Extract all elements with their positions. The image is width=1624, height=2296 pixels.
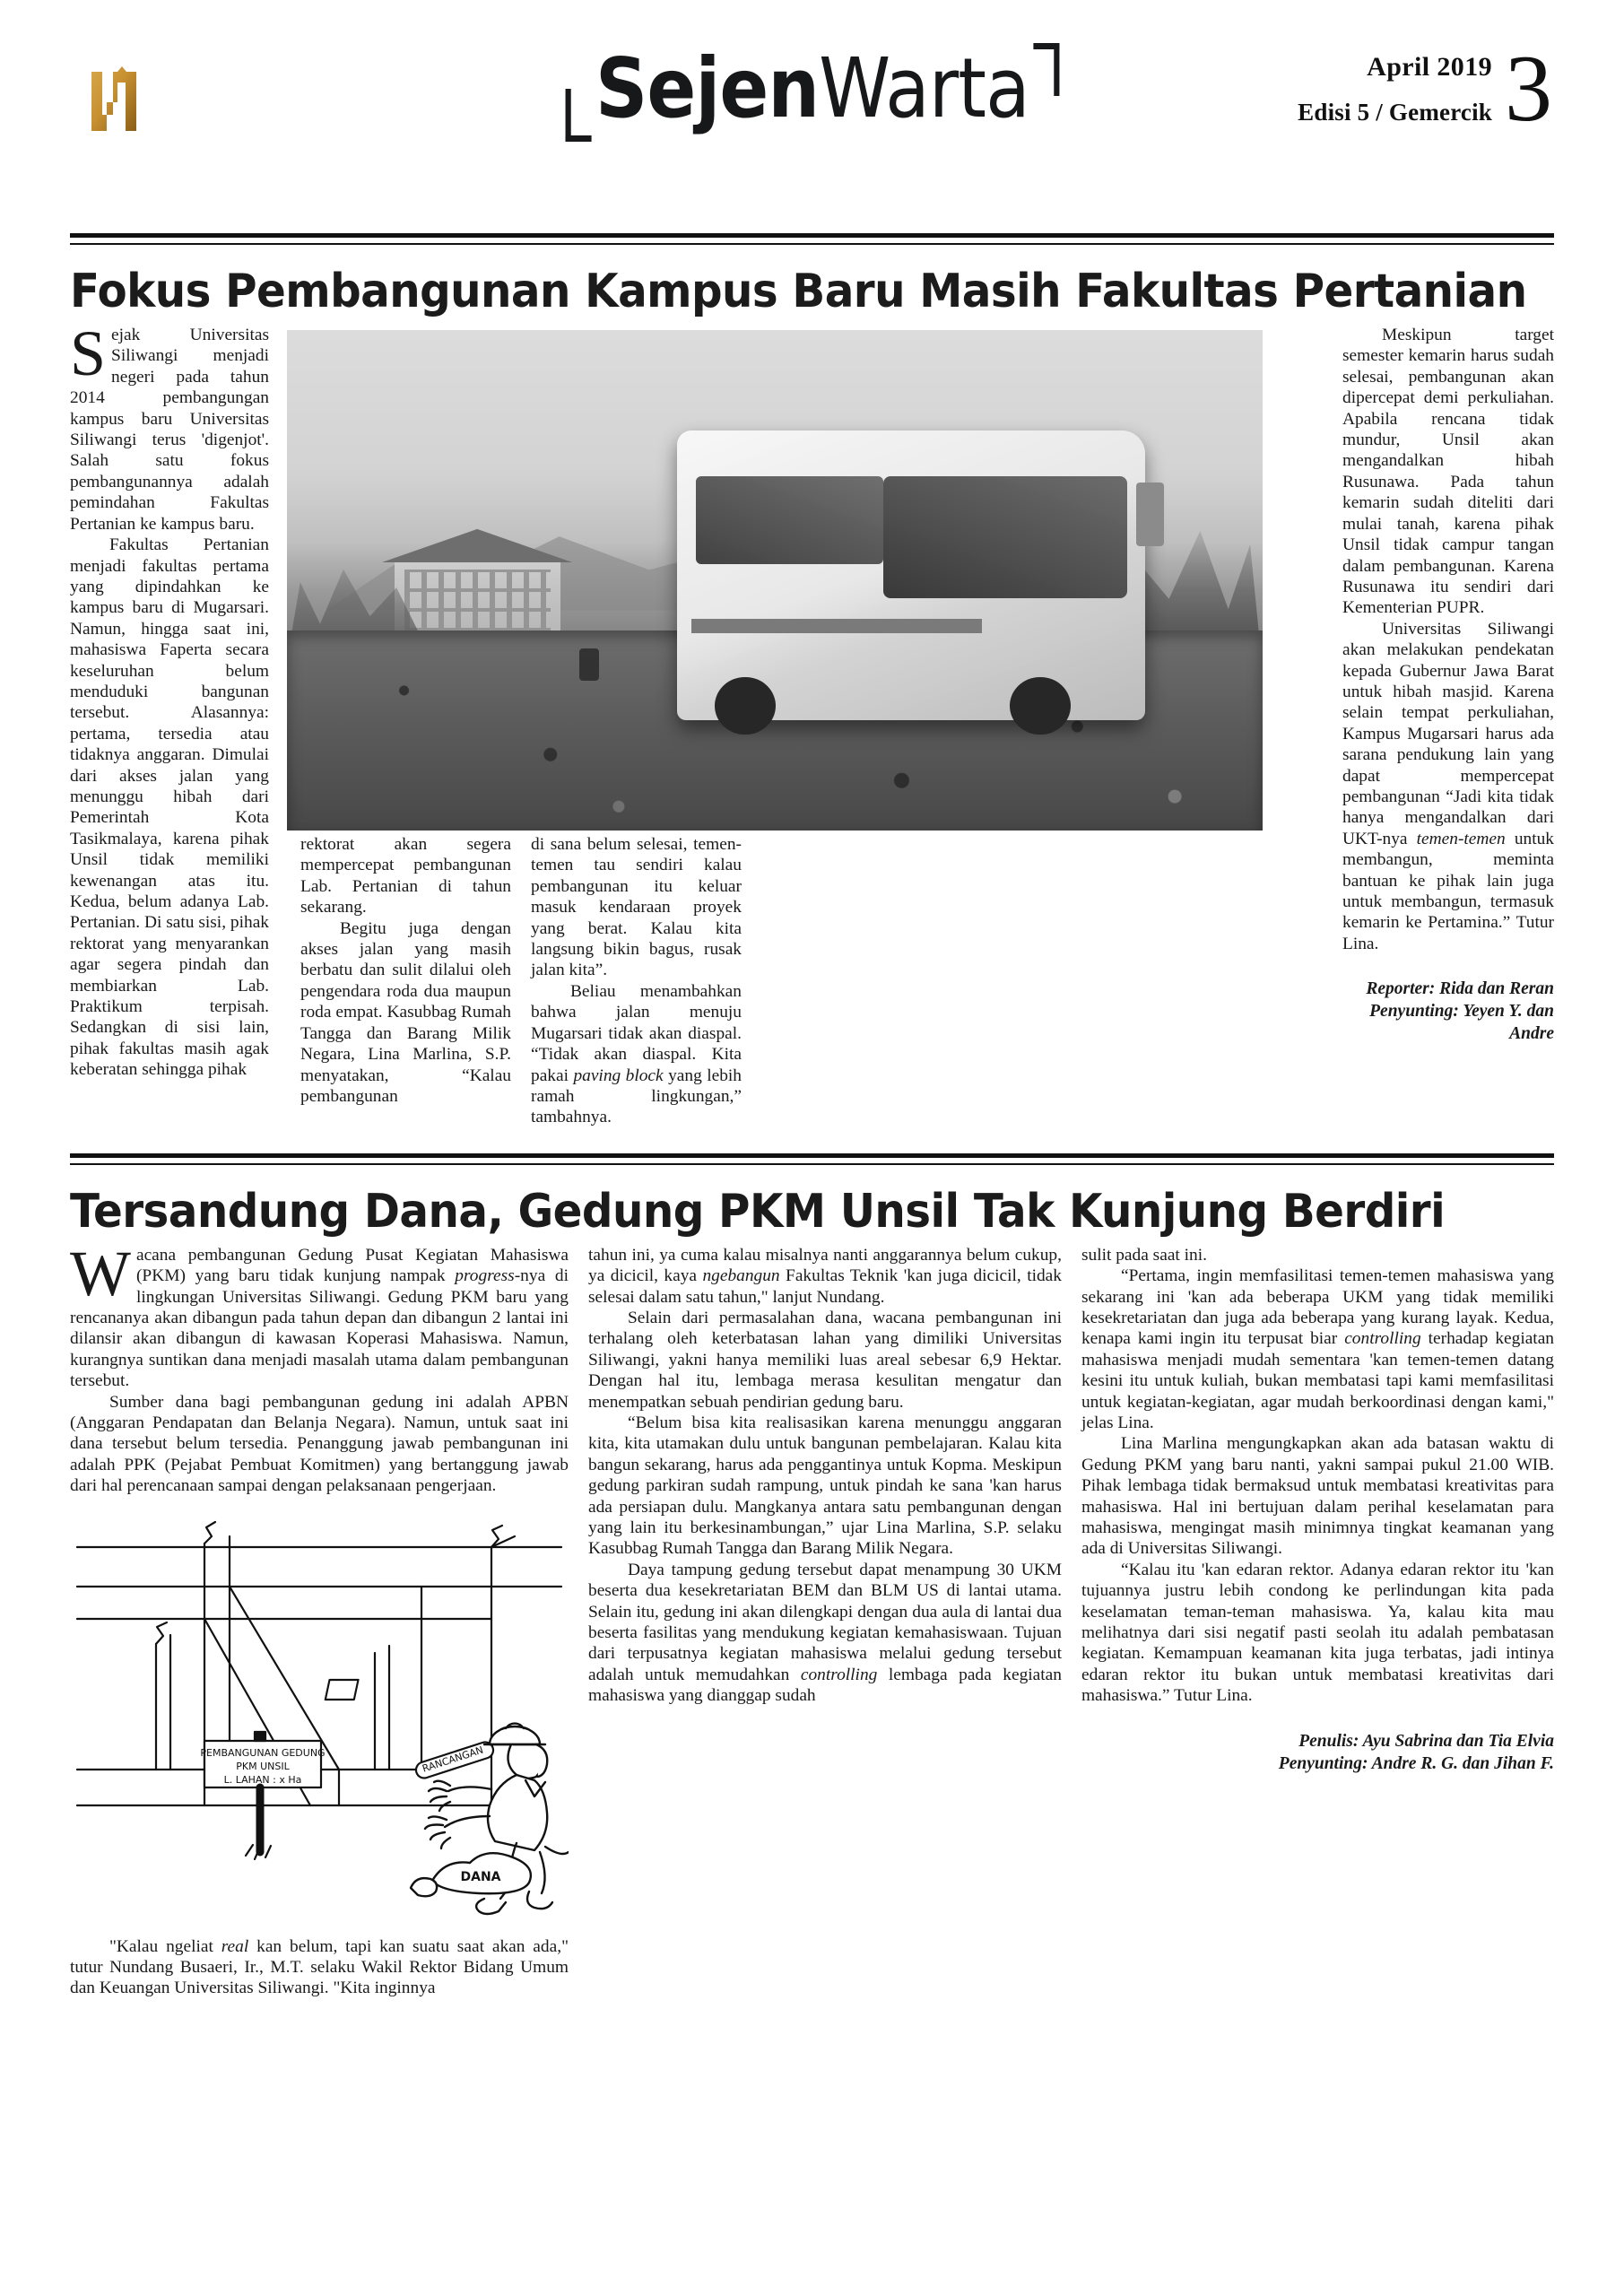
article1-col3-para2-a: Beliau menambahkan bahwa jalan menuju Mugarsari tidak akan diaspal. “Tidak akan diaspal. Kita pakai (531, 981, 742, 1085)
article2-col2-para1-b: Fakultas Teknik 'kan juga dicicil, tidak selesai dalam satu tahun," lanjut Nundang. (588, 1266, 1062, 1307)
photo-bus-side-window (696, 476, 883, 563)
masthead-issue-info (1298, 36, 1552, 141)
article1-headline: Fokus Pembangunan Kampus Baru Masih Fakultas Pertanian (70, 265, 1527, 318)
article-fokus-pembangunan (0, 245, 1624, 1128)
photo-campus-bus (677, 430, 1145, 721)
article2-col1-para3-a: "Kalau ngeliat (109, 1936, 221, 1956)
article1-byline-editor: Penyunting: Yeyen Y. dan Andre (1369, 1002, 1554, 1044)
article1-column-4-spacer (761, 834, 973, 1128)
wordmark-part1: Sejen (595, 40, 819, 136)
article1-column-3 (531, 834, 742, 1128)
photo-bus-livery-band (691, 619, 982, 633)
article1-col4-para2-b: untuk membangun, meminta bantuan ke pihak lain juga untuk membangun, termasuk kemarin ke Pertamina.” Tutur Lina. (1342, 829, 1554, 953)
article2-col1-para1-b: -nya di lingkungan Universitas Siliwangi. Gedung PKM baru yang rencananya akan dibangun pada tahun depan dan dibangun 2 lantai ini dilansir akan dibangun di kawasan Koperasi Mahasiswa. Namun, kurangnya suntikan dana menjadi masalah utama dalam pembangunan tersebut. (70, 1266, 569, 1391)
article1-photo (287, 330, 1263, 831)
article2-col1-para1-a: Wacana pembangunan Gedung Pusat Kegiatan Mahasiswa (PKM) yang baru tidak kunjung nampak (70, 1237, 569, 1309)
masthead-rule-thick (70, 233, 1554, 238)
issue-edition: Edisi 5 / Gemercik (1298, 99, 1492, 126)
article2-column-2 (588, 1245, 1062, 1999)
article2-col1-para3-b: kan belum, tapi kan suatu saat akan ada," tutur Nundang Busaeri, Ir., M.T. selaku Wakil Rektor Bidang Umum dan Keuangan Universitas Siliwangi. "Kita inginnya (70, 1936, 569, 1998)
article1-col3-para1: di sana belum selesai, temen-temen tau sendiri kalau pembangunan itu keluar masuk kendaraan proyek yang berat. Kalau kita langsung bikin bagus, rusak jalan kita”. (531, 835, 742, 980)
article1-col4-para1: Meskipun target semester kemarin harus sudah selesai, pembangunan akan dipercepat demi perkuliahan. Apabila rencana tidak mundur, Unsil akan mengandalkan hibah Rusunawa. Pada tahun kemarin sudah diteliti dari mulai tanah, karena pihak Unsil tidak campur tangan dalam pembangunan. Karena Rusunawa itu sendiri dari Kementerian PUPR. (1342, 326, 1554, 618)
scroll-label: RANCANGAN (421, 1744, 485, 1775)
article2-col2-para4-a: Daya tampung gedung tersebut dapat menampung 30 UKM beserta dua kesekretariatan BEM dan BLM US di lantai utama. Selain itu, gedung ini akan dilengkapi dengan dua aula di lantai dua beserta fasilitas yang mendukung kegiatan kemahasiswaan. Tujuan dari terpusatnya kegiatan mahasiswa melalui gedung tersebut adalah untuk memudahkan (588, 1560, 1062, 1684)
article2-rule-thick (70, 1153, 1554, 1158)
article2-byline (1081, 1730, 1554, 1775)
sign-line-1: PEMBANGUNAN GEDUNG (200, 1746, 326, 1759)
article2-col2-para4-b: lembaga pada kegiatan mahasiswa yang dianggap sudah (588, 1665, 1062, 1706)
article2-col1-para3 (70, 1936, 569, 1999)
article1-lower-columns (70, 834, 1554, 1128)
sign-line-3: L. LAHAN : x Ha (223, 1773, 302, 1786)
construction-site-illustration (70, 1500, 569, 1931)
bracket-right-icon (1033, 43, 1059, 96)
article1-byline-reporter: Reporter: Rida dan Reran (1366, 979, 1554, 999)
article2-column-1 (70, 1237, 569, 1999)
article1-col3-para2 (531, 981, 742, 1128)
article2-col2-para1 (588, 1245, 1062, 1308)
photo-motorcyclist (579, 648, 599, 681)
rock-label: DANA (460, 1869, 501, 1884)
article1-col2-para2: Begitu juga dengan akses jalan yang masih berbatu dan sulit dilalui oleh pengendara roda dua maupun roda empat. Kasubbag Rumah Tangga dan Barang Milik Negara, Lina Marlina, S.P. menyatakan, “Kalau pembangunan (300, 918, 511, 1106)
article1-col4-para2-em: temen-temen (1416, 829, 1506, 848)
photo-scene-bus-on-dirt-road (287, 330, 1263, 831)
article2-col1-para1-em: progress (455, 1266, 515, 1286)
wordmark-part2: Warta (818, 40, 1029, 136)
article2-col3-para2-b: terhadap kegiatan mahasiswa menjadi mudah sementara 'kan temen-temen datang kesini itu untuk kuliah, bukan membatasi tapi kami memfasilitasi untuk kegiatan-kegiatan, agar mudah berkoordinasi dengan kami," jelas Lina. (1081, 1329, 1554, 1432)
photo-bus-windshield (883, 476, 1127, 598)
article1-col1-para1: Sejak Universitas Siliwangi menjadi negeri pada tahun 2014 pembangungan kampus baru Universitas Siliwangi terus 'digenjot'. Salah satu fokus pembangunannya adalah pemindahan Fakultas Pertanian ke kampus baru. (70, 317, 269, 534)
article1-column-2 (300, 834, 511, 1128)
article2-col2-para2: Selain dari permasalahan dana, wacana pembangunan ini terhalang oleh keterbatasan lahan yang dimiliki Universitas Siliwangi, yakni hanya memiliki luas areal sebesar 6,9 Hektar. Dengan hal itu, lembaga merasa kesulitan mengatur dan menempatkan sebuah pendirian gedung baru. (588, 1308, 1062, 1412)
article2-col3-para2-em: controlling (1344, 1329, 1421, 1349)
article2-byline-editor: Penyunting: Andre R. G. dan Jihan F. (1278, 1753, 1554, 1773)
article2-col1-para2: Sumber dana bagi pembangunan gedung ini adalah APBN (Anggaran Pendapatan dan Belanja Negara). Namun, untuk saat ini dana tersebut belum tersedia. Penanggung jawab pembangunan ini adalah PPK (Pejabat Pembuat Komitmen) yang bertanggung jawab dari hal perencanaan sampai dengan pelaksanaan pengerjaan. (70, 1392, 569, 1496)
bracket-left-icon (565, 89, 591, 142)
article2-byline-writer: Penulis: Ayu Sabrina dan Tia Elvia (1298, 1731, 1554, 1751)
article2-col2-para4-em: controlling (800, 1665, 878, 1684)
article1-col2-para1: rektorat akan segera mempercepat pembangunan Lab. Pertanian di tahun sekarang. (300, 835, 511, 918)
article2-columns (70, 1237, 1554, 1999)
photo-bus-wheel-front (1010, 677, 1071, 735)
article2-headline: Tersandung Dana, Gedung PKM Unsil Tak Kunjung Berdiri (70, 1184, 1446, 1239)
publication-wordmark (569, 40, 1056, 136)
article2-col2-para3: “Belum bisa kita realisasikan karena menunggu anggaran kita, kita utamakan dulu untuk bangunan pembelajaran. Kalau kita bangun sekarang, harus ada penggantinya untuk Kopma. Meskipun gedung parkiran sudah rampung, untuk pindah ke sana 'kan harus ada persiapan dulu. Mangkanya antara satu pembangunan dengan yang lain itu berkesinambungan,” ujar Lina Marlina, S.P. selaku Kasubbag Rumah Tangga dan Barang Milik Negara. (588, 1413, 1062, 1559)
page-number: 3 (1505, 36, 1552, 141)
masthead (0, 0, 1624, 233)
article2-col3-para2-a: “Pertama, ingin memfasilitasi temen-temen mahasiswa yang sekarang ini 'kan ada beberapa UKM yang tidak memiliki kesekretariatan dan juga ada beberapa yang kurang layak. Kedua, kenapa kami ingin itu terpusat biar (1081, 1266, 1554, 1349)
article2-col2-para4 (588, 1560, 1062, 1707)
article2-col1-para1 (70, 1237, 569, 1392)
article2-col1-para3-em: real (221, 1936, 249, 1956)
photo-bus-mirror (1136, 483, 1164, 546)
article1-col3-para2-b: yang lebih ramah lingkungan,” tambahnya. (531, 1065, 742, 1127)
article2-col3-para2 (1081, 1265, 1554, 1433)
article1-col4-para2-a: Universitas Siliwangi akan melakukan pendekatan kepada Gubernur Jawa Barat untuk hibah masjid. Karena selain tempat perkuliahan, Kampus Mugarsari harus ada sarana pendukung lain yang dapat mempercepat pembangunan “Jadi kita tidak hanya mengandalkan dari UKT-nya (1342, 619, 1554, 848)
article2-col3-para1: sulit pada saat ini. (1081, 1245, 1207, 1265)
issue-date: April 2019 (1367, 52, 1492, 82)
article-tersandung-dana (0, 1165, 1624, 1999)
article2-col2-para1-em: ngebangun (702, 1266, 780, 1286)
photo-bus-wheel-rear (715, 677, 776, 735)
article2-col2-para1-a: tahun ini, ya cuma kalau misalnya nanti anggarannya belum cukup, ya dicicil, kaya (588, 1245, 1062, 1286)
article2-col3-para4: “Kalau itu 'kan edaran rektor. Adanya edaran rektor itu 'kan tujuannya justru lebih condong ke perlindungan kita pada keselamatan teman-teman mahasiswa. Ya, kalau kita mau melihatnya dari sisi negatif pasti seolah itu adalah pembatasan kegiatan. Kemampuan keamanan kita juga terbatas, jadi intinya edaran rektor itu bukan untuk membatasi kreativitas dari mahasiswa.” Tutur Lina. (1081, 1560, 1554, 1706)
article2-col3-para3: Lina Marlina mengungkapkan akan ada batasan waktu di Gedung PKM yang baru nanti, yakni sampai pukul 21.00 WIB. Pihak lembaga tidak bermaksud untuk membatasi kreativitas para mahasiswa. Hal ini bertujuan dalam perihal keselamatan para mahasiswa, mengingat masih minimnya tingkat keamanan yang ada di Universitas Siliwangi. (1081, 1434, 1554, 1559)
article1-col1-para2: Fakultas Pertanian menjadi fakultas pertama yang dipindahkan ke kampus baru di Mugarsari. Namun, hingga saat ini, mahasiswa Faperta secara keseluruhan belum menduduki bangunan tersebut. Alasannya: pertama, tersedia atau tidaknya anggaran. Dimulai dari akses jalan yang menunggu hibah dari Pemerintah Kota Tasikmalaya, karena pihak Unsil tidak memiliki kewenangan atas itu. Kedua, belum adanya Lab. Pertanian. Di satu sisi, pihak rektorat yang menyarankan agar segera pindah dan membiarkan Lab. Praktikum terpisah. Sedangkan di sisi lain, pihak fakultas masih agak keberatan sehingga pihak (70, 535, 269, 1080)
sign-line-2: PKM UNSIL (236, 1760, 290, 1772)
article1-col3-para2-em: paving block (573, 1065, 664, 1085)
article2-column-3 (1081, 1245, 1554, 1999)
